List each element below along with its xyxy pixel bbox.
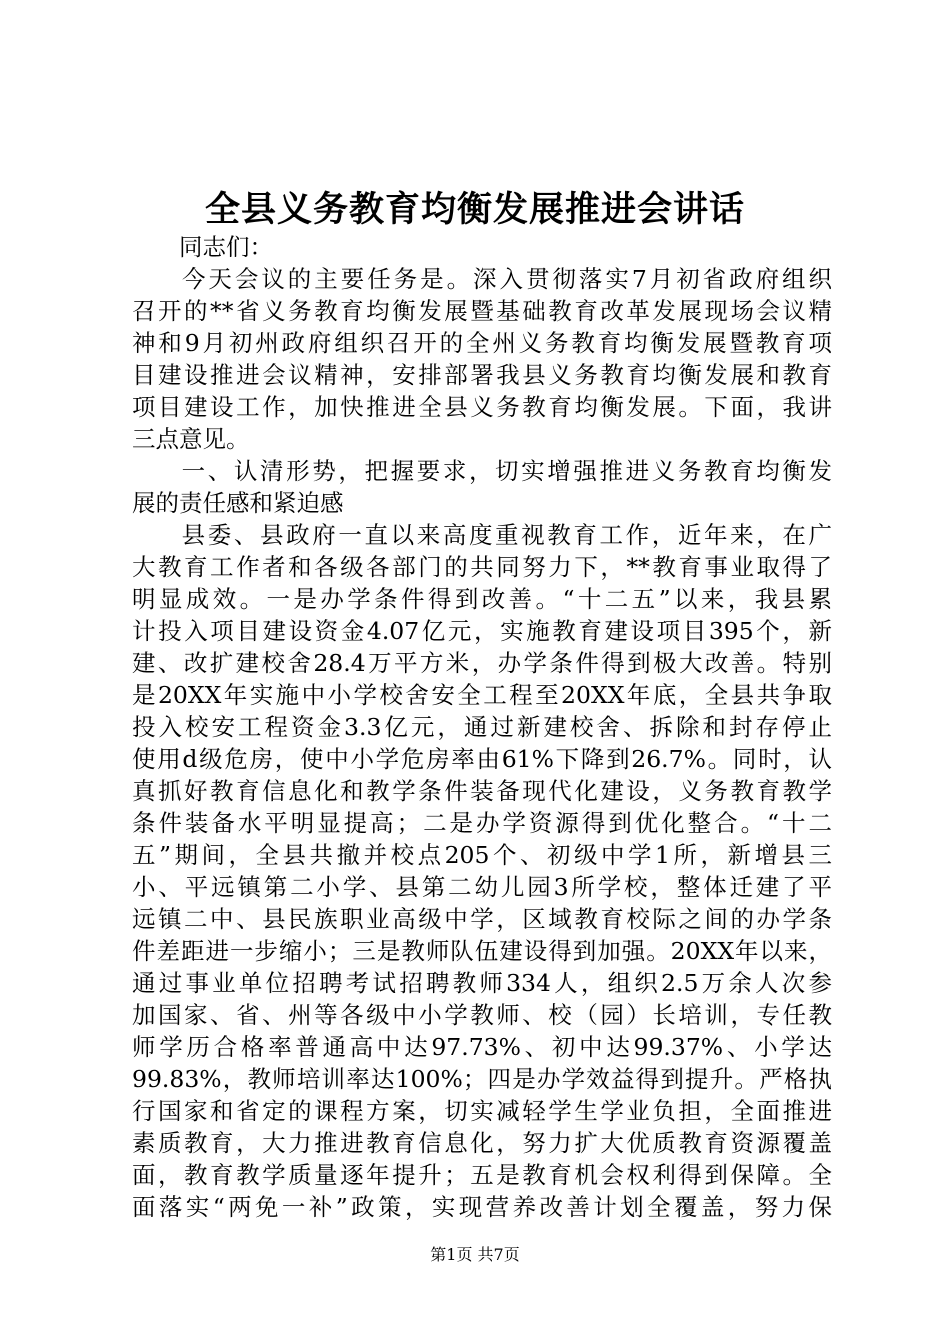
document-title: 全县义务教育均衡发展推进会讲话 [204, 189, 745, 230]
paragraph-line: 目建设推进会议精神，安排部署我县义务教育均衡发展和教育 [132, 361, 832, 389]
paragraph-line: 项目建设工作，加快推进全县义务教育均衡发展。下面，我讲 [132, 393, 832, 421]
paragraph-line: 条件装备水平明显提高；二是办学资源得到优化整合。“十二 [132, 809, 832, 837]
paragraph-line: 建、改扩建校舍28.4万平方米，办学条件得到极大改善。特别 [132, 649, 832, 677]
paragraph-line: 行国家和省定的课程方案，切实减轻学生学业负担，全面推进 [132, 1097, 832, 1125]
paragraph-line: 县委、县政府一直以来高度重视教育工作，近年来，在广 [179, 521, 832, 549]
paragraph-line: 神和9月初州政府组织召开的全州义务教育均衡发展暨教育项 [132, 329, 832, 357]
paragraph-line: 面，教育教学质量逐年提升；五是教育机会权利得到保障。全 [132, 1161, 832, 1189]
paragraph-line: 大教育工作者和各级各部门的共同努力下，**教育事业取得了 [132, 553, 832, 581]
paragraph-line: 小、平远镇第二小学、县第二幼儿园3所学校，整体迁建了平 [132, 873, 832, 901]
paragraph-line: 99.83%，教师培训率达100%；四是办学效益得到提升。严格执 [132, 1065, 832, 1093]
paragraph-line: 明显成效。一是办学条件得到改善。“十二五”以来，我县累 [132, 585, 832, 613]
paragraph-line: 召开的**省义务教育均衡发展暨基础教育改革发展现场会议精 [132, 297, 832, 325]
paragraph-line: 投入校安工程资金3.3亿元，通过新建校舍、拆除和封存停止 [132, 713, 832, 741]
paragraph-line: 远镇二中、县民族职业高级中学，区域教育校际之间的办学条 [132, 905, 832, 933]
paragraph-line: 使用d级危房，使中小学危房率由61%下降到26.7%。同时，认 [132, 745, 832, 773]
salutation-line: 同志们： [179, 233, 273, 261]
paragraph-line: 素质教育，大力推进教育信息化，努力扩大优质教育资源覆盖 [132, 1129, 832, 1157]
paragraph-line: 五”期间，全县共撤并校点205个、初级中学1所，新增县三 [132, 841, 832, 869]
paragraph-line: 面落实“两免一补”政策，实现营养改善计划全覆盖，努力保 [132, 1193, 832, 1221]
page-footer: 第1页 共7页 [430, 1245, 520, 1264]
paragraph-line: 真抓好教育信息化和教学条件装备现代化建设，义务教育教学 [132, 777, 832, 805]
section-heading-line: 一、认清形势，把握要求，切实增强推进义务教育均衡发 [179, 457, 832, 485]
paragraph-line: 是20XX年实施中小学校舍安全工程至20XX年底，全县共争取 [132, 681, 832, 709]
paragraph-line: 今天会议的主要任务是。深入贯彻落实7月初省政府组织 [179, 265, 832, 293]
document-body [132, 231, 832, 1223]
paragraph-line: 件差距进一步缩小；三是教师队伍建设得到加强。20XX年以来， [132, 937, 832, 965]
section-heading-line: 展的责任感和紧迫感 [132, 489, 344, 517]
paragraph-line: 计投入项目建设资金4.07亿元，实施教育建设项目395个，新 [132, 617, 832, 645]
paragraph-line: 通过事业单位招聘考试招聘教师334人，组织2.5万余人次参 [132, 969, 832, 997]
paragraph-line: 加国家、省、州等各级中小学教师、校（园）长培训，专任教 [132, 1001, 832, 1029]
paragraph-line: 三点意见。 [132, 425, 250, 453]
paragraph-line: 师学历合格率普通高中达97.73%、初中达99.37%、小学达 [132, 1033, 832, 1061]
